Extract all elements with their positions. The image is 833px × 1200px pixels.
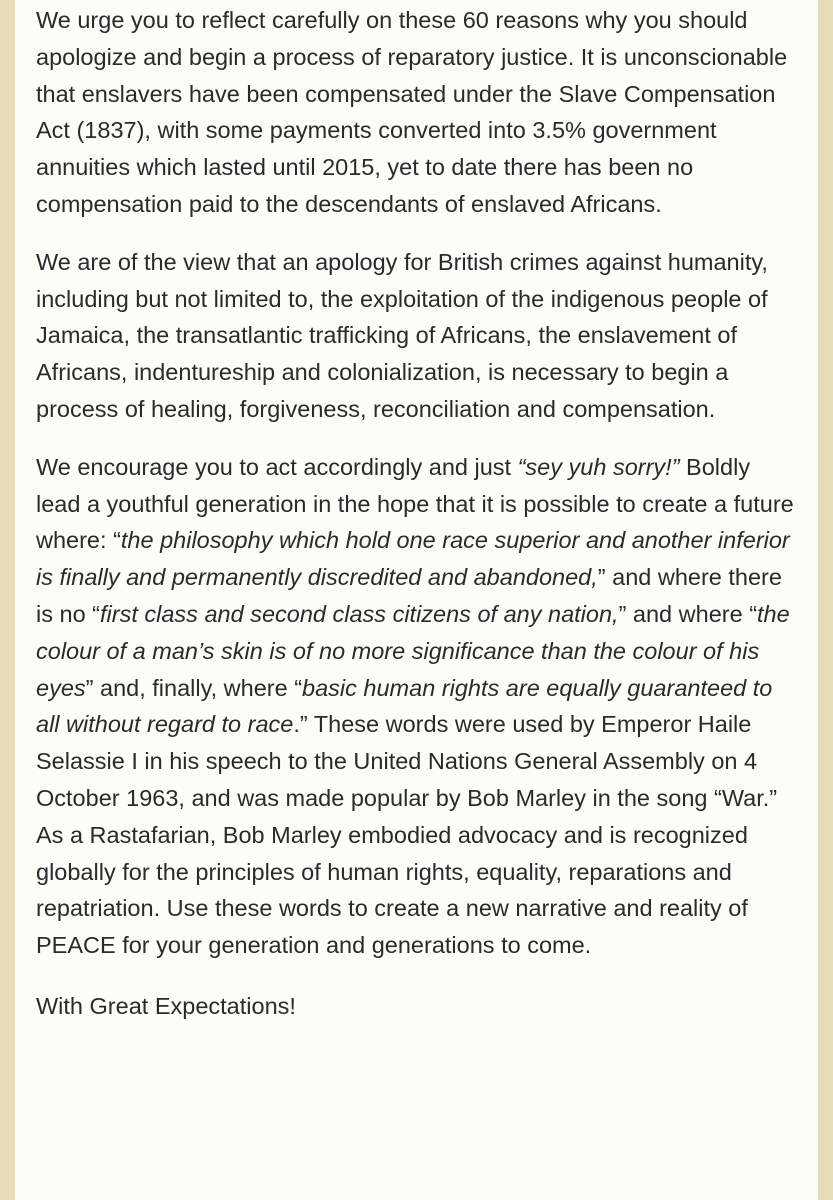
closing-text: With Great Expectations!: [36, 992, 296, 1019]
paragraph-spacer: [36, 428, 796, 449]
paragraph-3-run: Boldly lead a youthful generation in the hope that it is possible to create a future where: “: [36, 453, 794, 554]
paragraph-reparatory-justice: [36, 0, 796, 223]
paragraph-spacer: [36, 964, 796, 988]
paragraph-3-run: ” and where “: [618, 600, 758, 627]
paragraph-3-run: ” and where there is no “: [36, 564, 782, 627]
quote-philosophy: the philosophy which hold one race superior and another inferior is finally and permanently discredited and abandoned,: [36, 527, 790, 591]
quote-first-class: first class and second class citizens of any nation,: [100, 600, 619, 627]
paragraph-encouragement: [36, 449, 796, 964]
closing-line: [36, 988, 796, 1025]
quote-human-rights: basic human rights are equally guaranteed to all without regard to race: [36, 674, 773, 738]
letter-page: [15, 0, 818, 1200]
paragraph-2-text: We are of the view that an apology for British crimes against humanity, including but not limited to, the exploitation of the indigenous people of Jamaica, the transatlantic trafficking of Africans, the enslavement of Africans, indentureship and colonialization, is necessary to begin a process of healing, forgiveness, reconciliation and compensation.: [36, 248, 768, 422]
paragraph-spacer: [36, 223, 796, 244]
paragraph-apology-view: [36, 244, 796, 428]
paragraph-3-run: We encourage you to act accordingly and just: [36, 453, 518, 480]
paragraph-3-run: .” These words were used by Emperor Haile Selassie I in his speech to the United Nations General Assembly on 4 October 1963, and was made popular by Bob Marley in the song “War.” As a Rastafarian, Bob Marley embodied advocacy and is recognized globally for the principles of human rights, equality, reparations and repatriation. Use these words to create a new narrative and reality of PEACE for your generation and generations to come.: [36, 711, 778, 959]
quote-colour-of-skin: the colour of a man’s skin is of no more significance than the colour of his eyes: [36, 600, 790, 701]
paragraph-3-run: ” and, finally, where “: [85, 674, 303, 701]
paragraph-1-text: We urge you to reflect carefully on these 60 reasons why you should apologize and begin a process of reparatory justice. It is unconscionable that enslavers have been compensated under the Slave Compensation Act (1837), with some payments converted into 3.5% government annuities which lasted until 2015, yet to date there has been no compensation paid to the descendants of enslaved Africans.: [36, 7, 788, 217]
quote-sey-yuh-sorry: “sey yuh sorry!”: [517, 453, 680, 480]
